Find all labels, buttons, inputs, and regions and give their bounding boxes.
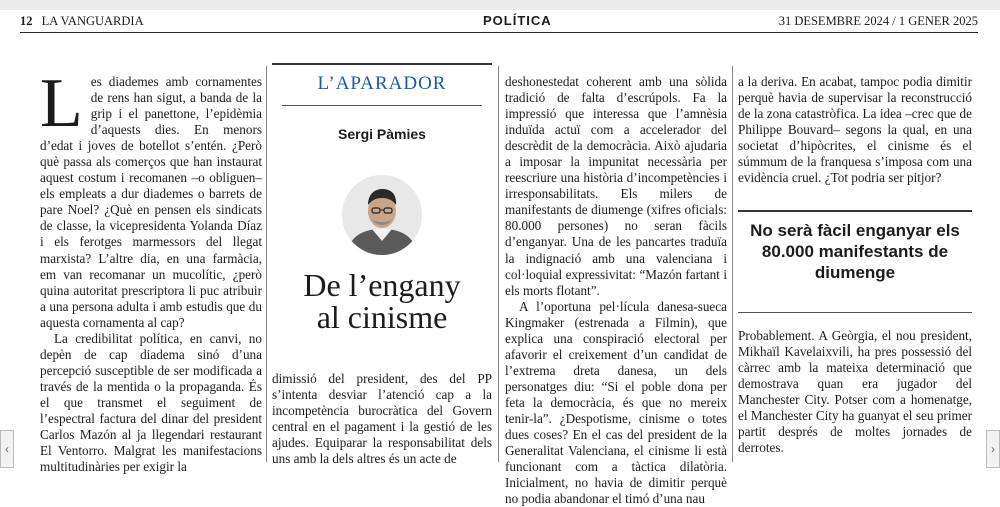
column-label: L’APARADOR — [317, 73, 447, 94]
divider — [282, 105, 482, 106]
column-rule — [266, 66, 267, 462]
chevron-left-icon[interactable]: ‹ — [0, 430, 14, 468]
paragraph: La credibilitat política, en canvi, no depèn de cap diadema sinó d’una percepció susceptible de ser modificada a través de la mentida o la propaganda. És el que transmet el seguiment de l’espectral factura del dinar del president Carlos Mazón al ja llegendari restaurant El Ventorro. Malgrat les manifestacions multitudinàries per exigir la — [40, 330, 262, 475]
author-photo — [342, 175, 422, 255]
issue-date: 31 DESEMBRE 2024 / 1 GENER 2025 — [778, 14, 978, 28]
headline-line-1: De l’engany — [303, 267, 461, 303]
column-rule — [732, 66, 733, 462]
paragraph: Probablement. A Geòrgia, el nou president, Mikhaïl Kavelaixvili, ha pres possessió del càrrec amb la mateixa determinació que demostrava quan era jugador del Manchester City. Potser com a homenatge, el Manchester City ha guanyat el seu primer partit després de moltes jornades de derrotes. — [738, 328, 972, 456]
publication-name: LA VANGUARDIA — [41, 14, 144, 28]
article-column-2 — [272, 371, 492, 467]
article-column-4-continued — [738, 328, 972, 456]
author-name: Sergi Pàmies — [338, 126, 426, 142]
page-header — [20, 12, 978, 33]
article-column-4 — [738, 74, 972, 186]
column-rule — [498, 66, 499, 462]
article-column-1 — [40, 65, 262, 475]
article-column-3 — [505, 74, 727, 507]
author-box — [272, 63, 492, 347]
paragraph: deshonestedat coherent amb una sòlida tradició de falta d’escrúpols. Fa la impressió que interessa que l’amnèsia induïda actuï com a accelerador del descrèdit de la democràcia. Això ajudaria a imposar la impunitat necessària per reescriure una història d’incompetències i irresponsabilitats. Els milers de manifestants de diumenge (xifres oficials: 80.000 persones) no seran fàcils d’enganyar. Una de les pancartes traduïa la indignació amb una valenciana i col·loquial expressivitat: “Mazón fartant i els morts flotant”. — [505, 74, 727, 298]
article-headline — [272, 269, 492, 333]
pull-quote: No serà fàcil enganyar els 80.000 manifestants de diumenge — [750, 221, 960, 282]
headline-line-2: al cinisme — [316, 299, 448, 335]
viewer-top-bar — [0, 0, 1000, 10]
header-left — [20, 14, 144, 29]
paragraph — [40, 65, 262, 331]
page-number: 12 — [20, 14, 33, 28]
paragraph: A l’oportuna pel·lícula danesa-sueca Kingmaker (estrenada a Filmin), que explica una conspiració electoral per afavorir el creixement d’un candidat de l’extrema dreta danesa, un dels personatges diu: “Si el poble dona per feta la democràcia, és que no mereix tenir-la”. ¿Despotisme, cinisme o totes dues coses? En el cas del president de la Generalitat Valenciana, el cinisme li està funcionant com a tàctica dilatòria. Inicialment, no havia de dimitir perquè no podia abandonar el timó d’una nau — [505, 298, 727, 507]
section-title: POLÍTICA — [483, 13, 552, 28]
paragraph: dimissió del president, des del PP s’intenta desviar l’atenció cap a la incompetència burocràtica del Govern central en el pagament i la gestió de les ajudes. Equiparar la responsabilitat dels uns amb la dels altres és un acte de — [272, 371, 492, 467]
paragraph-text: es diademes amb cornamentes de rens han sigut, a banda de la grip i el panettone, l’epidèmia d’aquests dies. En menors d’edat i joves de botellot s’entén. ¿Però què passa als comerços que han instaurat aquest costum i recomanen –o obliguen– els empleats a dur diademes o barrets de pare Noel? ¿Què en pensen els sindicats de classe, la vicepresidenta Yolanda Díaz i els ferotges marmessors del llegat marxista? L’altre dia, en una farmàcia, em van recomanar un mucolític, ¿però quina autoritat prescriptora li puc atribuir a una persona adulta i amb estudis que du aquesta cornamenta al cap? — [40, 74, 262, 330]
paragraph: a la deriva. En acabat, tampoc podia dimitir perquè havia de supervisar la reconstrucció de la zona catastròfica. La idea –crec que de Philippe Bouvard– segons la qual, en una societat d’hipòcrites, el cinisme és el súmmum de la franquesa s’imposa com una evidència cruel. ¿Tot podria ser pitjor? — [738, 74, 972, 186]
chevron-right-icon[interactable]: › — [986, 430, 1000, 468]
dropcap: L — [40, 65, 83, 142]
pull-quote-box — [738, 210, 972, 313]
